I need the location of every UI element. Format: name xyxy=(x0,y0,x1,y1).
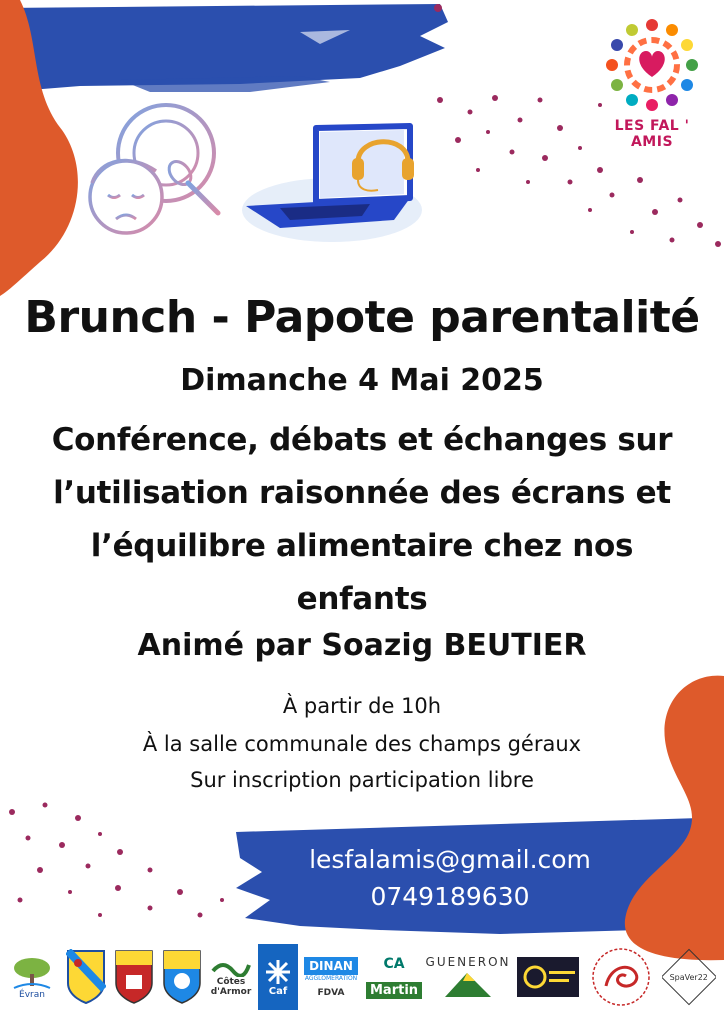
sponsor-spaver-logo xyxy=(662,944,716,1010)
sponsor-dragon-logo xyxy=(586,944,656,1010)
dragon-icon xyxy=(590,946,652,1008)
description-line: l’équilibre alimentaire chez nos xyxy=(90,528,634,564)
coat-of-arms-icon xyxy=(66,949,106,1005)
sponsor-evran-text: Évran xyxy=(19,990,45,1000)
event-registration: Sur inscription participation libre xyxy=(190,768,534,792)
sponsor-ca-logo xyxy=(366,944,422,1010)
event-description xyxy=(10,414,714,626)
coat-of-arms-icon xyxy=(114,949,154,1005)
logo-text: LES FAL ' AMIS xyxy=(614,118,690,150)
sponsor-shield-3 xyxy=(160,944,204,1010)
contact-email[interactable]: lesfalamis@gmail.com xyxy=(309,845,591,874)
sponsor-shield-2 xyxy=(112,944,156,1010)
sponsor-evran-logo xyxy=(6,944,58,1010)
blue-brush-top xyxy=(0,4,448,90)
sponsor-shield-1 xyxy=(64,944,108,1010)
event-time: À partir de 10h xyxy=(282,694,442,718)
event-host: Animé par Soazig BEUTIER xyxy=(137,628,587,663)
sponsor-cotes-armor-logo xyxy=(208,944,254,1010)
orange-blob-bottom-right xyxy=(625,676,724,961)
sponsor-dinan-sub: AGGLOMÉRATION xyxy=(304,974,358,982)
sponsor-gueneron-logo xyxy=(426,944,510,1010)
spaver-badge xyxy=(662,949,716,1006)
meal-illustration xyxy=(78,95,228,245)
sponsor-martin-text: Martin xyxy=(366,982,422,999)
wave-icon xyxy=(211,957,251,977)
badge-icon xyxy=(517,957,579,997)
event-title: Brunch - Papote parentalité xyxy=(24,292,700,343)
event-location: À la salle communale des champs géraux xyxy=(142,732,582,756)
dots-bottom-left xyxy=(9,803,224,918)
sponsor-dark-logo xyxy=(516,944,580,1010)
les-falamis-logo xyxy=(597,10,707,115)
snowflake-icon xyxy=(264,958,292,986)
sponsor-dinan-logo xyxy=(300,944,362,1010)
sponsor-caf-text: Caf xyxy=(268,985,288,997)
sponsor-gueneron-text: GUENERON xyxy=(426,955,510,969)
sponsor-ca-text: CA xyxy=(383,955,405,972)
description-line: enfants xyxy=(296,581,428,617)
sponsor-dinan-text: DINAN xyxy=(304,957,358,975)
event-date: Dimanche 4 Mai 2025 xyxy=(180,363,544,398)
description-line: l’utilisation raisonnée des écrans et xyxy=(53,475,671,511)
description-line: Conférence, débats et échanges sur xyxy=(51,422,673,458)
coat-of-arms-icon xyxy=(162,949,202,1005)
heart-icon xyxy=(639,51,665,77)
laptop-illustration xyxy=(240,120,430,245)
sponsor-fdva-text: FDVA xyxy=(317,987,345,998)
mountain-icon xyxy=(443,969,493,999)
contact-phone[interactable]: 0749189630 xyxy=(370,882,530,911)
tree-icon xyxy=(10,954,54,990)
sponsor-cotes-armor-text: Côtes d'Armor xyxy=(210,977,252,997)
sponsor-caf-logo xyxy=(258,944,298,1010)
sponsor-spaver-text: SpaVer22 xyxy=(669,972,709,982)
